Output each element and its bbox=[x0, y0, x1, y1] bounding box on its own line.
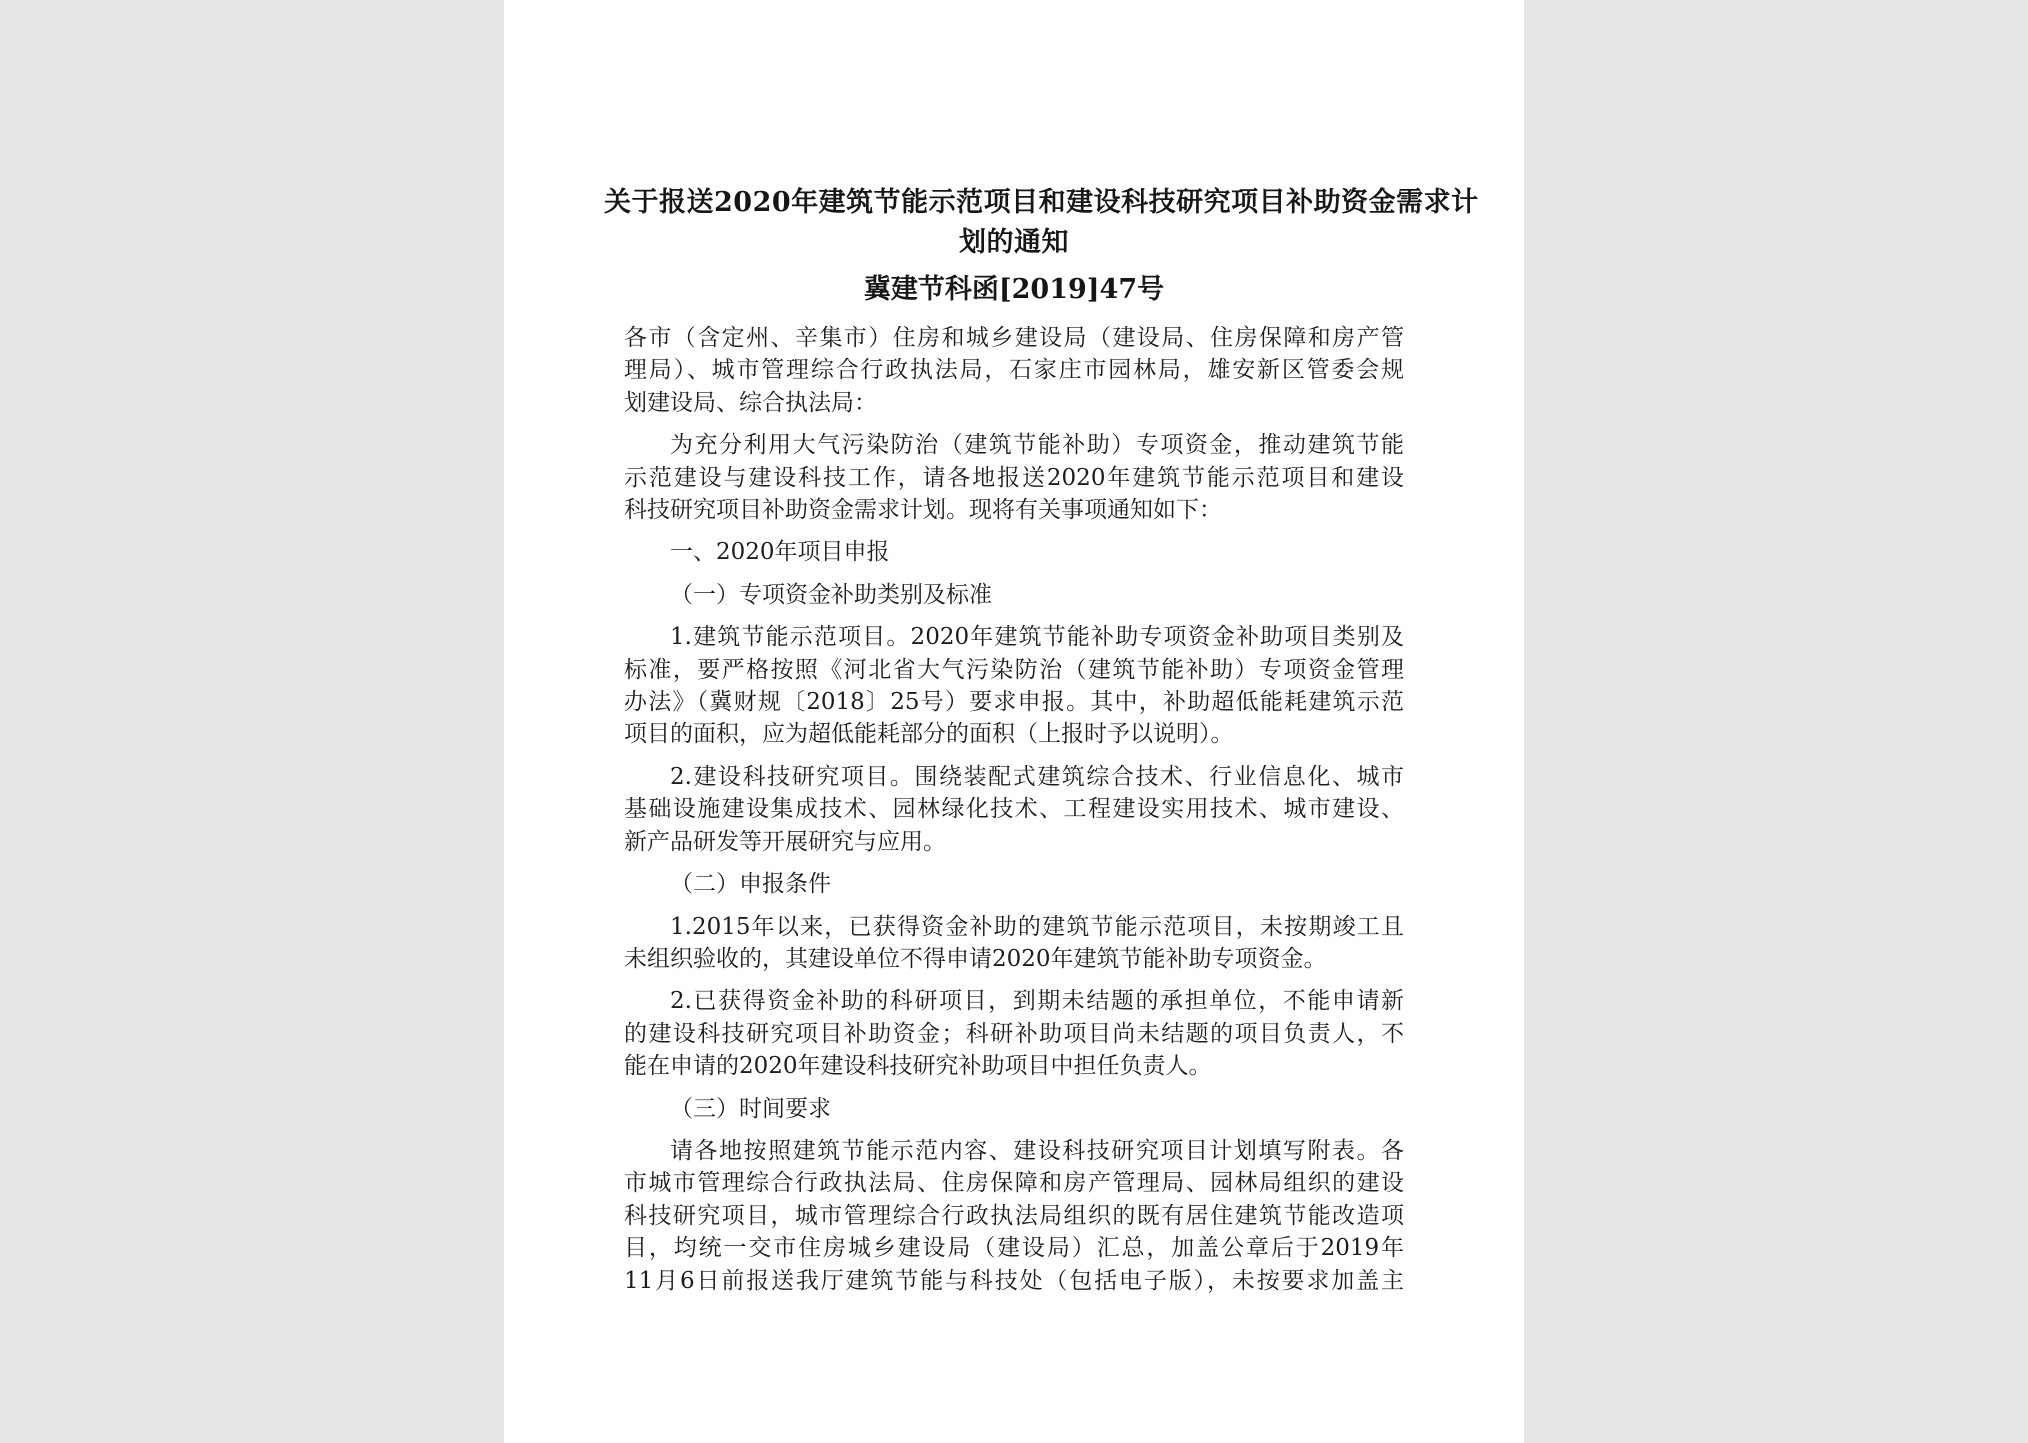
text-line: 目，均统一交市住房城乡建设局（建设局）汇总，加盖公章后于2019年 bbox=[624, 1235, 1404, 1262]
subsection-heading bbox=[624, 868, 1404, 900]
text-line: 科技研究项目，城市管理综合行政执法局组织的既有居住建筑节能改造项 bbox=[624, 1202, 1404, 1229]
text-line: 理局）、城市管理综合行政执法局，石家庄市园林局，雄安新区管委会规 bbox=[624, 357, 1404, 384]
text-line: 能在申请的2020年建设科技研究补助项目中担任负责人。 bbox=[624, 1053, 1212, 1080]
intro-paragraph bbox=[624, 429, 1404, 526]
text-line: 为充分利用大气污染防治（建筑节能补助）专项资金，推动建筑节能 bbox=[670, 432, 1404, 459]
text-line: 的建设科技研究项目补助资金；科研补助项目尚未结题的项目负责人，不 bbox=[624, 1020, 1404, 1047]
document-number: 冀建节科函[2019]47号 bbox=[863, 274, 1165, 305]
text-line: （一）专项资金补助类别及标准 bbox=[670, 581, 992, 608]
text-line: 基础设施建设集成技术、园林绿化技术、工程建设实用技术、城市建设、 bbox=[624, 796, 1404, 823]
list-item-paragraph bbox=[624, 911, 1404, 976]
text-line: （二）申报条件 bbox=[670, 871, 831, 898]
text-line: 标准，要严格按照《河北省大气污染防治（建筑节能补助）专项资金管理 bbox=[624, 656, 1404, 683]
text-line: 科技研究项目补助资金需求计划。现将有关事项通知如下： bbox=[624, 497, 1222, 524]
text-line: 1.2015年以来，已获得资金补助的建筑节能示范项目，未按期竣工且 bbox=[670, 913, 1404, 940]
text-line: 一、2020年项目申报 bbox=[670, 539, 890, 566]
text-line: 2.已获得资金补助的科研项目，到期未结题的承担单位，不能申请新 bbox=[670, 988, 1404, 1015]
document-title bbox=[604, 183, 1479, 263]
title-line: 划的通知 bbox=[959, 227, 1069, 258]
text-line: 项目的面积，应为超低能耗部分的面积（上报时予以说明）。 bbox=[624, 721, 1234, 748]
section-heading bbox=[624, 536, 1404, 568]
text-line: 各市（含定州、辛集市）住房和城乡建设局（建设局、住房保障和房产管 bbox=[624, 325, 1404, 351]
body-paragraph bbox=[624, 1135, 1404, 1297]
text-line: 划建设局、综合执法局： bbox=[624, 389, 877, 416]
document-body bbox=[624, 322, 1404, 1297]
text-line: （三）时间要求 bbox=[670, 1095, 831, 1122]
addressee-paragraph bbox=[624, 322, 1404, 419]
text-line: 未组织验收的，其建设单位不得申请2020年建筑节能补助专项资金。 bbox=[624, 945, 1327, 972]
text-line: 2.建设科技研究项目。围绕装配式建筑综合技术、行业信息化、城市 bbox=[670, 763, 1404, 790]
list-item-paragraph bbox=[624, 621, 1404, 751]
text-line: 请各地按照建筑节能示范内容、建设科技研究项目计划填写附表。各 bbox=[670, 1137, 1404, 1164]
text-line: 新产品研发等开展研究与应用。 bbox=[624, 828, 946, 855]
text-line: 市城市管理综合行政执法局、住房保障和房产管理局、园林局组织的建设 bbox=[624, 1170, 1404, 1197]
document-page bbox=[504, 0, 1524, 1443]
list-item-paragraph bbox=[624, 985, 1404, 1082]
text-line: 办法》（冀财规〔2018〕25号）要求申报。其中，补助超低能耗建筑示范 bbox=[624, 689, 1404, 716]
subsection-heading bbox=[624, 1093, 1404, 1125]
title-line: 关于报送2020年建筑节能示范项目和建设科技研究项目补助资金需求计 bbox=[604, 187, 1479, 218]
text-line: 1.建筑节能示范项目。2020年建筑节能补助专项资金补助项目类别及 bbox=[670, 624, 1404, 651]
subsection-heading bbox=[624, 579, 1404, 611]
text-line: 11月6日前报送我厅建筑节能与科技处（包括电子版），未按要求加盖主 bbox=[624, 1267, 1404, 1294]
list-item-paragraph bbox=[624, 761, 1404, 858]
text-line: 示范建设与建设科技工作，请各地报送2020年建筑节能示范项目和建设 bbox=[624, 464, 1404, 491]
